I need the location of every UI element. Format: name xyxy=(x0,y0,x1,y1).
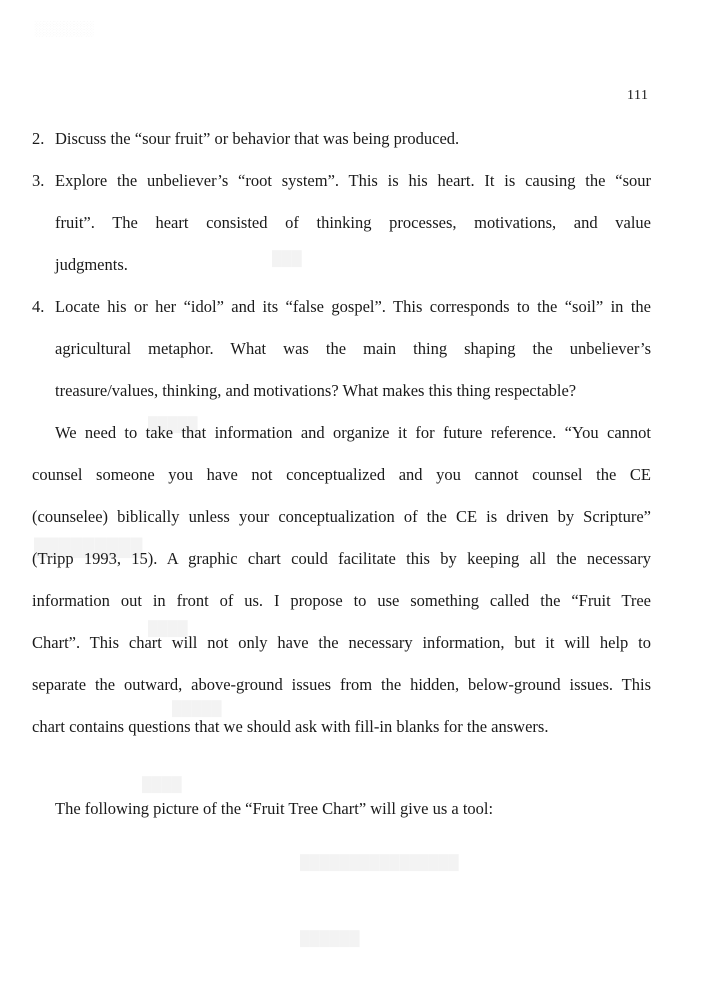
list-item-line: Locate his or her “idol” and its “false gospel”. This corresponds to the “soil” in the xyxy=(55,297,651,316)
closing-line: The following picture of the “Fruit Tree Chart” will give us a tool: xyxy=(55,799,494,818)
list-item-line: Discuss the “sour fruit” or behavior that was being produced. xyxy=(55,129,460,148)
list-item-line: Explore the unbeliever’s “root system”. This is his heart. It is causing the “sour xyxy=(55,171,651,190)
paragraph-line: information out in front of us. I propose to use something called the “Fruit Tree xyxy=(32,591,651,610)
list-item-line: fruit”. The heart consisted of thinking processes, motivations, and value xyxy=(55,213,651,232)
list-number: 3. xyxy=(32,171,45,190)
page-number: 111 xyxy=(627,88,649,103)
paragraph-line: counsel someone you have not conceptualized and you cannot counsel the CE xyxy=(32,465,651,484)
list-item-line: agricultural metaphor. What was the main thing shaping the unbeliever’s xyxy=(55,339,651,358)
list-item xyxy=(32,118,651,160)
list-item xyxy=(32,286,651,412)
paragraph-line: (counselee) biblically unless your conceptualization of the CE is driven by Scripture” xyxy=(32,507,651,526)
paragraph-line: chart contains questions that we should ask with fill-in blanks for the answers. xyxy=(32,717,549,736)
list-number: 2. xyxy=(32,129,45,148)
paragraph-line: Chart”. This chart will not only have the necessary information, but it will help to xyxy=(32,633,651,652)
paragraph-line: We need to take that information and organize it for future reference. “You cannot xyxy=(55,423,651,442)
paragraph-line: separate the outward, above-ground issues from the hidden, below-ground issues. This xyxy=(32,675,651,694)
list-item-line: judgments. xyxy=(55,255,128,274)
list-item-line: treasure/values, thinking, and motivations? What makes this thing respectable? xyxy=(55,381,577,400)
main-text xyxy=(32,118,651,748)
paragraph-line: (Tripp 1993, 15). A graphic chart could facilitate this by keeping all the necessary xyxy=(32,549,651,568)
list-number: 4. xyxy=(32,297,45,316)
list-item xyxy=(32,160,651,286)
body-paragraph xyxy=(32,412,651,748)
closing-paragraph xyxy=(32,788,651,830)
